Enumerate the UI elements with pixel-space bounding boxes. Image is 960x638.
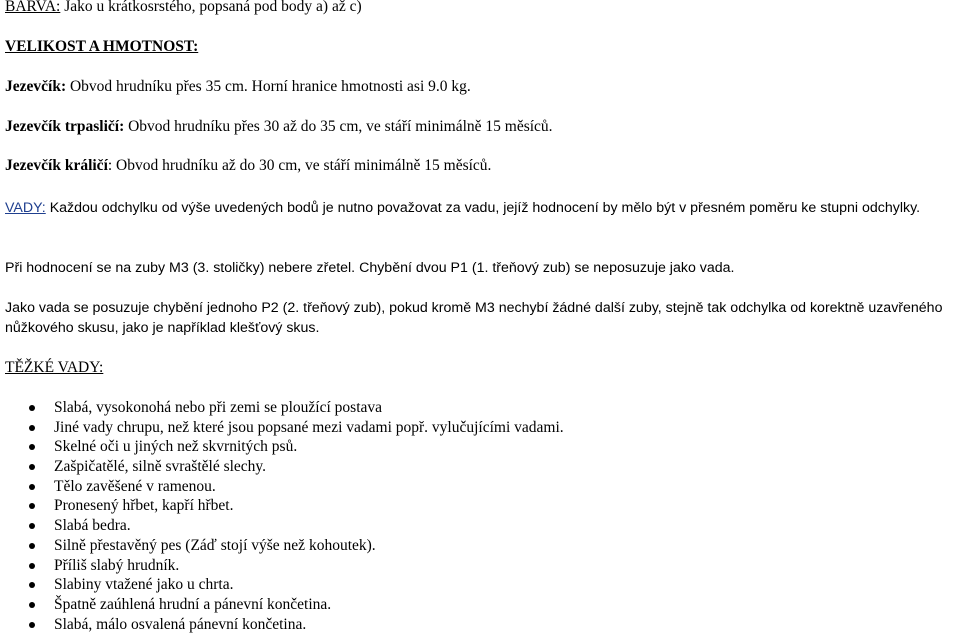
list-item-text: Skelné oči u jiných než skvrnitých psů. xyxy=(54,438,298,456)
bullet-icon xyxy=(29,484,35,490)
size-miniature xyxy=(5,117,553,137)
bullet-icon xyxy=(29,464,35,470)
bullet-icon xyxy=(29,444,35,450)
bullet-icon xyxy=(29,563,35,569)
list-item xyxy=(5,477,564,497)
list-item xyxy=(5,575,564,595)
tezke-vady-heading: TĚŽKÉ VADY: xyxy=(5,359,104,376)
list-item-text: Slabá bedra. xyxy=(54,517,131,535)
list-item xyxy=(5,496,564,516)
list-item xyxy=(5,556,564,576)
size-miniature-name: Jezevčík trpasličí: xyxy=(5,118,125,135)
bullet-icon xyxy=(29,582,35,588)
list-item xyxy=(5,418,564,438)
bullet-icon xyxy=(29,523,35,529)
list-item-text: Silně přestavěný pes (Záď stojí výše než kohoutek). xyxy=(54,536,376,554)
barva-line xyxy=(5,0,362,17)
list-item-text: Jiné vady chrupu, než které jsou popsané mezi vadami popř. vylučujícími vadami. xyxy=(54,418,564,436)
bullet-icon xyxy=(29,503,35,509)
bullet-icon xyxy=(29,622,35,628)
bullet-icon xyxy=(29,425,35,431)
list-item-text: Tělo zavěšené v ramenou. xyxy=(54,477,216,495)
velikost-heading: VELIKOST A HMOTNOST: xyxy=(5,38,199,55)
barva-label: BARVA: xyxy=(5,0,61,15)
bullet-icon xyxy=(29,543,35,549)
list-item-text: Slabiny vtažené jako u chrta. xyxy=(54,576,234,594)
vady-label: VADY: xyxy=(5,200,46,216)
list-item xyxy=(5,398,564,418)
list-item-text: Špatně zaúhlená hrudní a pánevní končetina. xyxy=(54,595,332,613)
list-item xyxy=(5,615,564,635)
tezke-vady-list xyxy=(5,398,564,634)
bullet-icon xyxy=(29,602,35,608)
list-item xyxy=(5,437,564,457)
teeth-note: Při hodnocení se na zuby M3 (3. stoličky) nebere zřetel. Chybění dvou P1 (1. třeňový zub) se neposuzuje jako vada. xyxy=(5,260,735,276)
list-item-text: Slabá, málo osvalená pánevní končetina. xyxy=(54,615,307,633)
list-item-text: Pronesený hřbet, kapří hřbet. xyxy=(54,497,234,515)
list-item-text: Slabá, vysokonohá nebo při zemi se ploužící postava xyxy=(54,399,383,416)
vady-paragraph xyxy=(5,198,955,218)
list-item xyxy=(5,457,564,477)
bullet-icon xyxy=(29,405,35,411)
size-rabbit xyxy=(5,156,491,176)
size-standard xyxy=(5,77,471,97)
size-standard-text: Obvod hrudníku přes 35 cm. Horní hranice hmotnosti asi 9.0 kg. xyxy=(66,78,471,95)
size-miniature-text: Obvod hrudníku přes 30 až do 35 cm, ve stáří minimálně 15 měsíců. xyxy=(124,118,553,135)
list-item xyxy=(5,536,564,556)
list-item-text: Příliš slabý hrudník. xyxy=(54,556,180,574)
size-rabbit-text: : Obvod hrudníku až do 30 cm, ve stáří minimálně 15 měsíců. xyxy=(107,157,492,174)
barva-text: Jako u krátkosrstého, popsaná pod body a) až c) xyxy=(60,0,362,15)
list-item xyxy=(5,516,564,536)
vady-text: Každou odchylku od výše uvedených bodů je nutno považovat za vadu, jejíž hodnocení by mělo být v přesném poměru ke stupni odchylky. xyxy=(45,200,921,216)
list-item xyxy=(5,595,564,615)
p2-note: Jako vada se posuzuje chybění jednoho P2 (2. třeňový zub), pokud kromě M3 nechybí žádné další zuby, stejně tak odchylka od korektně uzavřeného nůžkového skusu, jako je například klešťový skus. xyxy=(5,300,943,336)
size-standard-name: Jezevčík: xyxy=(5,78,67,95)
size-rabbit-name: Jezevčík králičí xyxy=(5,157,108,174)
list-item-text: Zašpičatělé, silně svraštělé slechy. xyxy=(54,458,267,476)
